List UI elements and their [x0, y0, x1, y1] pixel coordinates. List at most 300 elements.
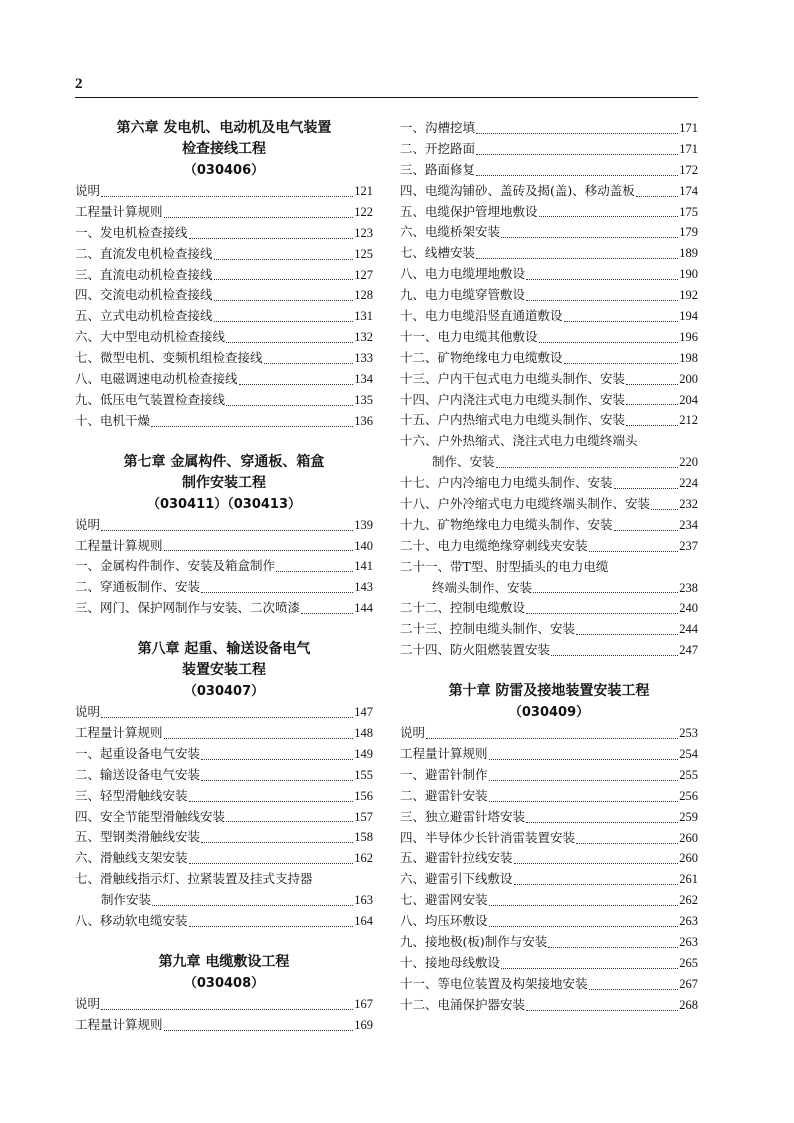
toc-entry-page: 136: [354, 413, 373, 428]
dot-leader: [496, 467, 679, 468]
toc-entry-page: 121: [354, 183, 373, 198]
toc-entry-page: 175: [679, 204, 698, 219]
dot-leader: [164, 738, 354, 739]
toc-entry[interactable]: [75, 577, 373, 598]
toc-entry-page: 162: [354, 851, 373, 866]
toc-entry-page: 156: [354, 788, 373, 803]
dot-leader: [614, 530, 679, 531]
toc-entry-label: 工程量计算规则: [75, 537, 163, 553]
toc-entry-label: 一、起重设备电气安装: [75, 745, 201, 761]
dot-leader: [526, 300, 678, 301]
dot-leader: [226, 405, 353, 406]
toc-entry-label: 十、接地母线敷设: [400, 954, 501, 970]
toc-entry-label: 制作安装: [101, 892, 152, 908]
toc-entry-page: 149: [354, 746, 373, 761]
toc-entry[interactable]: [75, 285, 373, 306]
toc-entry[interactable]: [400, 285, 698, 306]
toc-entry-label: 四、电缆沟铺砂、盖砖及揭(盖)、移动盖板: [400, 182, 635, 198]
toc-entry[interactable]: [75, 827, 373, 848]
dot-leader: [526, 822, 678, 823]
dot-leader: [539, 342, 679, 343]
dot-leader: [152, 905, 353, 906]
toc-entry[interactable]: [400, 557, 698, 578]
toc-entry-page: 134: [354, 372, 373, 386]
toc-entry-page: 144: [354, 601, 373, 616]
toc-entry-page: 263: [679, 935, 698, 950]
dot-leader: [101, 196, 353, 197]
toc-entry-label: 四、半导体少长针消雷装置安装: [400, 829, 576, 845]
dot-leader: [214, 259, 354, 260]
chapter-section: [75, 118, 373, 432]
toc-entry[interactable]: [75, 807, 373, 828]
toc-entry[interactable]: [75, 786, 373, 807]
toc-entry[interactable]: [400, 974, 698, 995]
toc-entry-page: 261: [679, 872, 698, 887]
toc-entry[interactable]: [400, 619, 698, 640]
dot-leader: [201, 842, 353, 843]
toc-entry-page: 133: [354, 351, 373, 366]
toc-entry-label: 五、电缆保护管埋地敷设: [400, 203, 538, 219]
dot-leader: [476, 175, 678, 176]
page-number: 2: [75, 76, 83, 92]
toc-entry-label: 十八、户外冷缩式电力电缆终端头制作、安装: [400, 496, 651, 512]
dot-leader: [226, 821, 353, 822]
toc-entry[interactable]: [400, 598, 698, 619]
toc-entry[interactable]: [75, 744, 373, 765]
toc-entry-label: 制作、安装: [432, 454, 495, 470]
toc-entry[interactable]: [400, 828, 698, 849]
toc-entry-label: 三、轻型滑触线安装: [75, 787, 188, 803]
toc-entry[interactable]: [400, 536, 698, 557]
dot-leader: [201, 592, 353, 593]
toc-entry[interactable]: [400, 911, 698, 932]
toc-entry[interactable]: [75, 181, 373, 202]
chapter-code: （030406）: [183, 163, 265, 178]
toc-entry-page: 204: [679, 392, 698, 407]
toc-entry-page: 171: [679, 120, 698, 135]
toc-entry-label: 十一、电力电缆其他敷设: [400, 328, 538, 344]
toc-entry-label: 十、电机干燥: [75, 412, 151, 428]
toc-entry-label: 十二、电涌保护器安装: [400, 996, 526, 1012]
chapter-title: 第七章 金属构件、穿通板、箱盒: [123, 453, 325, 470]
toc-entry-label: 八、电力电缆埋地敷设: [400, 266, 526, 282]
toc-entry-page: 174: [679, 183, 698, 198]
toc-entry[interactable]: [400, 494, 698, 515]
chapter-title: 检查接线工程: [182, 141, 266, 157]
toc-entry[interactable]: [75, 702, 373, 723]
toc-entry[interactable]: [75, 411, 373, 432]
toc-entry[interactable]: [400, 452, 698, 473]
toc-entry-label: 七、线槽安装: [400, 245, 476, 261]
toc-entry-page: 141: [354, 559, 373, 574]
toc-entry-label: 七、避雷网安装: [400, 892, 488, 908]
toc-entry[interactable]: [75, 327, 373, 348]
dot-leader: [201, 759, 353, 760]
dot-leader: [576, 634, 678, 635]
toc-entry[interactable]: [75, 848, 373, 869]
toc-left-column: [75, 118, 373, 1036]
dot-leader: [476, 258, 678, 259]
chapter-code: （030407）: [183, 684, 265, 700]
toc-entry[interactable]: [400, 348, 698, 369]
toc-entry-label: 三、直流电动机检查接线: [75, 266, 213, 282]
chapter-title: 第九章 电缆敷设工程: [158, 953, 290, 970]
toc-entry[interactable]: [75, 265, 373, 286]
toc-entry-page: 157: [354, 809, 373, 824]
toc-entry-page: 190: [679, 267, 698, 282]
toc-entry-label: 二、输送设备电气安装: [75, 766, 201, 782]
toc-entry-label: 一、沟槽挖填: [400, 119, 476, 135]
toc-entry-label: 工程量计算规则: [75, 1016, 163, 1032]
toc-entry-label: 六、避雷引下线敷设: [400, 871, 513, 887]
toc-entry[interactable]: [400, 578, 698, 599]
toc-entry-label: 五、立式电动机检查接线: [75, 308, 213, 324]
dot-leader: [626, 404, 678, 405]
chapter-section: [75, 452, 373, 619]
dot-leader: [151, 426, 353, 427]
toc-entry-label: 二、直流发电机检查接线: [75, 245, 213, 261]
chapter-section: [400, 681, 698, 1015]
toc-entry-page: 247: [679, 643, 698, 658]
toc-entry-page: 268: [679, 997, 698, 1012]
toc-entry[interactable]: [400, 431, 698, 452]
toc-entry[interactable]: [75, 911, 373, 932]
toc-right-column: [400, 118, 698, 1016]
toc-entry-label: 二十、电力电缆绝缘穿刺线夹安装: [400, 537, 588, 553]
toc-entry-page: 167: [354, 996, 373, 1011]
toc-entry-page: 259: [679, 809, 698, 824]
toc-entry-page: 237: [679, 538, 698, 553]
toc-entry-page: 234: [679, 517, 698, 532]
dot-leader: [548, 947, 678, 948]
chapter-spacer: [75, 619, 373, 639]
toc-entry-label: 八、均压环敷设: [400, 913, 488, 929]
chapter-title: 第六章 发电机、电动机及电气装置: [116, 120, 332, 136]
toc-entry-label: 十三、户内干包式电力电缆头制作、安装: [400, 370, 626, 386]
toc-entry[interactable]: [400, 160, 698, 181]
toc-entry[interactable]: [75, 765, 373, 786]
toc-entry-page: 125: [354, 246, 373, 261]
dot-leader: [214, 321, 354, 322]
chapter-code: （030411）（030413）: [146, 496, 302, 512]
dot-leader: [576, 843, 678, 844]
toc-entry[interactable]: [75, 536, 373, 557]
toc-entry[interactable]: [75, 244, 373, 265]
toc-entry-label: 工程量计算规则: [400, 746, 488, 762]
dot-leader: [514, 863, 679, 864]
dot-leader: [239, 384, 354, 385]
toc-entry-page: 128: [354, 288, 373, 303]
toc-entry[interactable]: [400, 953, 698, 974]
toc-entry[interactable]: [75, 598, 373, 619]
toc-entry[interactable]: [75, 348, 373, 369]
toc-entry-page: 171: [679, 141, 698, 156]
toc-entry-page: 212: [679, 413, 698, 428]
toc-entry-page: 196: [679, 329, 698, 344]
dot-leader: [489, 780, 679, 781]
toc-entry-label: 十九、矿物绝缘电力电缆头制作、安装: [400, 516, 613, 532]
toc-entry[interactable]: [400, 243, 698, 264]
toc-entry-label: 五、避雷针拉线安装: [400, 850, 513, 866]
toc-entry-label: 五、型钢类滑触线安装: [75, 829, 201, 845]
toc-entry-label: 十七、户内冷缩电力电缆头制作、安装: [400, 475, 613, 491]
dot-leader: [189, 863, 354, 864]
dot-leader: [489, 905, 679, 906]
toc-entry-page: 164: [354, 914, 373, 929]
toc-entry[interactable]: [400, 410, 698, 431]
toc-entry[interactable]: [400, 327, 698, 348]
toc-entry-page: 267: [679, 976, 698, 991]
dot-leader: [101, 1009, 353, 1010]
dot-leader: [101, 717, 353, 718]
toc-entry-label: 说明: [75, 516, 101, 532]
toc-entry-page: 172: [679, 162, 698, 177]
toc-entry-page: 148: [354, 726, 373, 741]
dot-leader: [501, 968, 678, 969]
toc-entry[interactable]: [75, 994, 373, 1015]
toc-entry-page: 254: [679, 747, 698, 762]
toc-entry[interactable]: [400, 369, 698, 390]
dot-leader: [164, 217, 354, 218]
toc-entry-label: 终端头制作、安装: [432, 579, 533, 595]
toc-entry[interactable]: [400, 869, 698, 890]
toc-entry-page: 200: [679, 371, 698, 386]
toc-entry-page: 260: [679, 830, 698, 845]
dot-leader: [476, 154, 678, 155]
toc-entry[interactable]: [75, 869, 373, 890]
toc-entry-label: 三、独立避雷针塔安装: [400, 808, 526, 824]
toc-entry-label: 四、安全节能型滑触线安装: [75, 808, 226, 824]
toc-entry-label: 二、穿通板制作、安装: [75, 579, 201, 595]
toc-entry-label: 十、电力电缆沿竖直通道敷设: [400, 308, 563, 323]
dot-leader: [551, 655, 678, 656]
toc-entry-page: 169: [354, 1017, 373, 1032]
dot-leader: [526, 613, 678, 614]
toc-entry[interactable]: [75, 723, 373, 744]
chapter-title: 第十章 防雷及接地装置安装工程: [448, 683, 650, 700]
dot-leader: [426, 738, 678, 739]
toc-entry-label: 二十二、控制电缆敷设: [400, 600, 526, 616]
toc-entry[interactable]: [400, 222, 698, 243]
toc-entry[interactable]: [75, 890, 373, 911]
toc-entry-label: 十二、矿物绝缘电力电缆敷设: [400, 349, 563, 365]
dot-leader: [264, 363, 354, 364]
dot-leader: [189, 238, 354, 239]
dot-leader: [189, 926, 354, 927]
toc-entry-label: 二十一、带T型、肘型插头的电力电缆: [400, 558, 609, 574]
toc-entry[interactable]: [75, 556, 373, 577]
toc-entry-page: 244: [679, 622, 698, 637]
chapter-code: （030409）: [508, 705, 590, 721]
dot-leader: [589, 989, 679, 990]
chapter-spacer: [75, 432, 373, 452]
toc-entry[interactable]: [75, 390, 373, 411]
toc-entry[interactable]: [400, 640, 698, 661]
dot-leader: [539, 216, 679, 217]
toc-entry-page: 158: [354, 830, 373, 845]
toc-entry-label: 说明: [400, 725, 426, 741]
chapter-title: 第八章 起重、输送设备电气: [137, 641, 311, 658]
toc-entry[interactable]: [75, 306, 373, 327]
dot-leader: [164, 1030, 354, 1031]
dot-leader: [164, 550, 354, 551]
toc-entry-label: 十五、户内热缩式电力电缆头制作、安装: [400, 412, 626, 428]
toc-entry-label: 九、低压电气装置检查接线: [75, 391, 226, 407]
dot-leader: [214, 279, 354, 280]
toc-entry-label: 九、接地极(板)制作与安装: [400, 934, 548, 950]
toc-entry[interactable]: [400, 890, 698, 911]
toc-entry-page: 143: [354, 580, 373, 595]
toc-entry-page: 123: [354, 225, 373, 240]
toc-entry-label: 说明: [75, 182, 101, 198]
toc-entry-page: 140: [354, 538, 373, 553]
toc-entry[interactable]: [400, 932, 698, 953]
toc-entry-page: 194: [679, 309, 698, 323]
toc-entry[interactable]: [400, 181, 698, 202]
dot-leader: [526, 1010, 678, 1011]
dot-leader: [226, 342, 353, 343]
dot-leader: [489, 926, 679, 927]
toc-entry[interactable]: [400, 118, 698, 139]
toc-entry-page: 179: [679, 225, 698, 240]
dot-leader: [476, 133, 678, 134]
toc-entry-label: 八、移动软电缆安装: [75, 913, 188, 929]
toc-entry[interactable]: [75, 223, 373, 244]
toc-entry-label: 四、交流电动机检查接线: [75, 287, 213, 303]
toc-entry-label: 十一、等电位装置及构架接地安装: [400, 975, 588, 991]
toc-entry-label: 一、金属构件制作、安装及箱盒制作: [75, 558, 276, 574]
toc-entry-page: 232: [679, 497, 698, 512]
toc-entry[interactable]: [75, 1015, 373, 1036]
toc-entry-page: 265: [679, 955, 698, 970]
toc-entry-label: 六、大中型电动机检查接线: [75, 329, 226, 345]
toc-entry-label: 十四、户内浇注式电力电缆头制作、安装: [400, 391, 626, 407]
toc-entry-label: 二十四、防火阻燃装置安装: [400, 642, 551, 658]
dot-leader: [589, 551, 679, 552]
toc-entry-label: 一、发电机检查接线: [75, 224, 188, 240]
toc-entry-label: 三、网门、保护网制作与安装、二次喷漆: [75, 600, 301, 616]
toc-entry-label: 说明: [75, 704, 101, 720]
toc-entry[interactable]: [400, 765, 698, 786]
toc-entry-label: 二十三、控制电缆头制作、安装: [400, 621, 576, 637]
toc-entry-page: 147: [354, 705, 373, 720]
toc-entry[interactable]: [400, 515, 698, 536]
chapter-section: [75, 639, 373, 932]
toc-entry-label: 六、滑触线支架安装: [75, 850, 188, 866]
toc-entry-label: 十六、户外热缩式、浇注式电力电缆终端头: [400, 433, 638, 449]
toc-entry[interactable]: [400, 306, 698, 327]
toc-entry-label: 六、电缆桥架安装: [400, 224, 501, 240]
toc-entry[interactable]: [400, 849, 698, 870]
dot-leader: [626, 384, 678, 385]
toc-entry[interactable]: [400, 390, 698, 411]
toc-entry-label: 说明: [75, 995, 101, 1011]
chapter-section: [75, 952, 373, 1036]
toc-entry[interactable]: [400, 723, 698, 744]
toc-entry-label: 九、电力电缆穿管敷设: [400, 287, 526, 303]
toc-entry-page: 198: [679, 350, 698, 365]
toc-entry[interactable]: [400, 264, 698, 285]
toc-entry-label: 七、滑触线指示灯、拉紧装置及挂式支持器: [75, 871, 313, 887]
toc-entry[interactable]: [400, 786, 698, 807]
toc-entry-page: 122: [354, 204, 373, 219]
toc-entry-page: 139: [354, 517, 373, 532]
dot-leader: [526, 279, 678, 280]
toc-entry-page: 131: [354, 309, 373, 324]
toc-entry-label: 七、微型电机、变频机组检查接线: [75, 350, 263, 366]
dot-leader: [564, 363, 679, 364]
toc-entry-page: 135: [354, 392, 373, 407]
dot-leader: [636, 196, 678, 197]
toc-entry-page: 238: [679, 580, 698, 595]
toc-entry-page: 260: [679, 851, 698, 866]
toc-entry[interactable]: [75, 202, 373, 223]
dot-leader: [189, 801, 354, 802]
chapter-9-entries-continued: [400, 118, 698, 661]
chapter-title: 制作安装工程: [182, 474, 266, 491]
chapter-spacer: [400, 661, 698, 681]
dot-leader: [501, 237, 678, 238]
toc-entry[interactable]: [400, 995, 698, 1016]
dot-leader: [564, 321, 679, 322]
toc-entry[interactable]: [75, 515, 373, 536]
toc-entry-page: 253: [679, 726, 698, 741]
toc-entry-page: 224: [679, 476, 698, 491]
dot-leader: [276, 571, 353, 572]
toc-entry-page: 189: [679, 246, 698, 261]
toc-entry[interactable]: [400, 139, 698, 160]
toc-entry-page: 220: [679, 455, 698, 470]
toc-entry-page: 262: [679, 893, 698, 908]
dot-leader: [514, 884, 679, 885]
dot-leader: [489, 759, 679, 760]
toc-entry[interactable]: [75, 369, 373, 390]
toc-entry-page: 240: [679, 601, 698, 616]
toc-entry-page: 192: [679, 288, 698, 303]
toc-entry-label: 二、开挖路面: [400, 140, 476, 156]
toc-entry-label: 工程量计算规则: [75, 725, 163, 741]
toc-entry-page: 263: [679, 914, 698, 929]
toc-entry-label: 二、避雷针安装: [400, 787, 488, 803]
dot-leader: [101, 530, 353, 531]
dot-leader: [301, 613, 353, 614]
toc-entry[interactable]: [400, 473, 698, 494]
dot-leader: [489, 801, 679, 802]
dot-leader: [201, 780, 353, 781]
toc-entry-page: 132: [354, 330, 373, 345]
chapter-spacer: [75, 932, 373, 952]
dot-leader: [614, 488, 679, 489]
dot-leader: [626, 425, 678, 426]
toc-entry[interactable]: [400, 807, 698, 828]
toc-entry-page: 127: [354, 267, 373, 282]
toc-entry-page: 255: [679, 767, 698, 782]
toc-entry-label: 一、避雷针制作: [400, 766, 488, 782]
toc-entry-page: 163: [354, 893, 373, 908]
chapter-code: （030408）: [183, 975, 265, 991]
chapter-title: 装置安装工程: [182, 662, 266, 679]
toc-entry[interactable]: [400, 744, 698, 765]
toc-entry-page: 256: [679, 788, 698, 803]
header-rule: [75, 97, 698, 98]
toc-entry-label: 三、路面修复: [400, 161, 476, 177]
toc-entry-page: 155: [354, 767, 373, 782]
toc-entry[interactable]: [400, 202, 698, 223]
toc-entry-label: 八、电磁调速电动机检查接线: [75, 371, 238, 386]
dot-leader: [214, 300, 354, 301]
dot-leader: [533, 592, 678, 593]
toc-entry-label: 工程量计算规则: [75, 203, 163, 219]
